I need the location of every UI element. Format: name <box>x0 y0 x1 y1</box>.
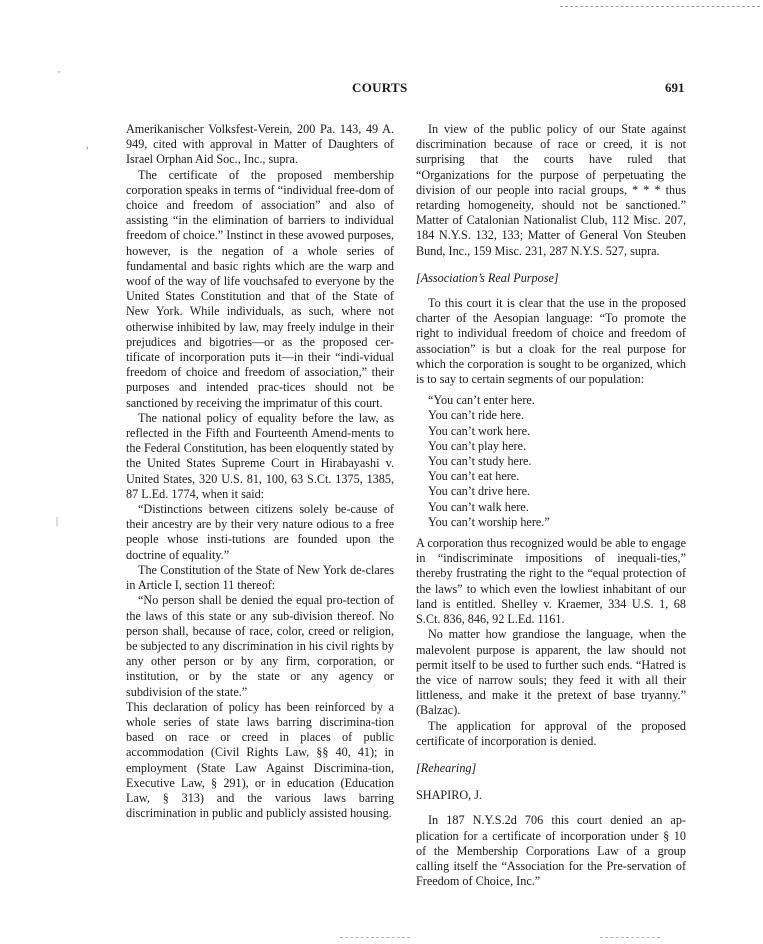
verse-line: You can’t drive here. <box>428 484 531 499</box>
margin-speck: , <box>86 140 89 151</box>
paragraph: The Constitution of the State of New York de-clares in Article I, section 11 thereof: <box>126 562 394 593</box>
paragraph: This declaration of policy has been reinforced by a whole series of state laws barring discrimina-tion based on race or creed in places of public accommodation (Civil Rights Law, §§ 40, 41); in employment (State Law Against Discrimina-tion, Executive Law, § 291), or in education (Education Law, § 313) and the various laws barring discrimination in public and publicly assisted housing. <box>126 699 394 821</box>
verse-line: You can’t play here. <box>428 438 527 453</box>
margin-speck: ' <box>58 70 60 81</box>
page-number: 691 <box>665 80 685 95</box>
verse-line: You can’t ride here. <box>428 408 525 423</box>
paragraph: No matter how grandiose the language, when the malevolent purpose is apparent, the law should not permit itself to be used to further such ends. “Hatred is the vice of narrow souls; they feed it with all their littleness, and make it the pretext of base tryanny.” (Balzac). <box>416 627 686 718</box>
footer-rule <box>600 937 660 939</box>
section-heading: [Rehearing] <box>416 760 477 775</box>
top-border-dash <box>560 6 760 8</box>
paragraph: To this court it is clear that the use in the proposed charter of the Aesopian language: “To promote the right to individual freedom of choice and freedom of association” is but a cloak for the real purpose for which the corporation is sought to be organized, which is to say to certain segments of our population: <box>416 296 686 387</box>
paragraph: The application for approval of the proposed certificate of incorporation is denied. <box>416 718 686 748</box>
verse-line: You can’t work here. <box>428 423 531 438</box>
verse-line: You can’t worship here.” <box>428 514 550 529</box>
block-quote: “Distinctions between citizens solely be-cause of their ancestry are by their very nature odious to a free people whose insti-tutions are founded upon the doctrine of equality.” <box>126 502 394 562</box>
paragraph: In 187 N.Y.S.2d 706 this court denied an ap-plication for a certificate of incorporation under § 10 of the Membership Corporations Law of a group calling itself the “Association for the Pre-servation of Freedom of Choice, Inc.” <box>416 813 686 889</box>
section-heading: [Association’s Real Purpose] <box>416 270 559 285</box>
block-quote: “No person shall be denied the equal pro-tection of the laws of this state or any sub-division thereof. No person shall, because of race, color, creed or religion, be subjected to any discrimination in his civil rights by any other person or by any firm, corporation, or institution, or by the state or any agency or subdivision of the state.” <box>126 593 394 699</box>
paragraph: Amerikanischer Volksfest-Verein, 200 Pa. 143, 49 A. 949, cited with approval in Matter of Daughters of Israel Orphan Aid Soc., Inc., supra. <box>126 122 394 167</box>
paragraph: A corporation thus recognized would be able to engage in “indiscriminate impositions of inequali-ties,” thereby frustrating the right to the “equal protection of the laws” to which even the lowliest inhabitant of our land is entitled. Shelley v. Kraemer, 334 U.S. 1, 68 S.Ct. 836, 846, 92 L.Ed. 1161. <box>416 536 686 627</box>
verse-line: You can’t eat here. <box>428 469 520 484</box>
verse-block <box>428 393 686 530</box>
verse-line: You can’t study here. <box>428 454 532 469</box>
judge-name: SHAPIRO, J. <box>416 788 483 803</box>
verse-line: You can’t walk here. <box>428 499 529 514</box>
left-column <box>126 122 394 821</box>
paragraph: The certificate of the proposed membership corporation speaks in terms of “individual free-dom of choice and freedom of association” and also of assisting “in the elimination of barriers to individual freedom of choice.” Instinct in these avowed purposes, however, is the negation of a whole series of fundamental and basic rights which are the warp and woof of the way of life vouchsafed to everyone by the United States Constitution and that of the State of New York. While individuals, as such, where not otherwise inhibited by law, may freely indulge in their prejudices and bigotries—or as the proposed cer-tificate of incorporation puts it—in their “indi-vidual freedom of choice and freedom of association,” their purposes and intended prac-tices should not be sanctioned by receiving the imprimatur of this court. <box>126 167 394 410</box>
paragraph: In view of the public policy of our State against discrimination because of race or creed, it is not surprising that the courts have ruled that “Organizations for the purpose of perpetuating the division of our people into racial groups, * * * thus retarding homogeneity, should not be sanctioned.” Matter of Catalonian Nationalist Club, 112 Misc. 207, 184 N.Y.S. 132, 133; Matter of General Von Steuben Bund, Inc., 159 Misc. 231, 287 N.Y.S. 527, supra. <box>416 122 686 258</box>
running-header-title: COURTS <box>352 80 408 95</box>
right-column <box>416 122 686 889</box>
verse-line: “You can’t enter here. <box>428 393 535 408</box>
paragraph: The national policy of equality before the law, as reflected in the Fifth and Fourteenth Amend-ments to the Federal Constitution, has been eloquently stated by the United States Supreme Court in Hirabayashi v. United States, 320 U.S. 81, 100, 63 S.Ct. 1375, 1385, 87 L.Ed. 1774, when it said: <box>126 410 394 501</box>
footer-rule <box>340 937 410 939</box>
margin-speck: | <box>56 516 59 527</box>
